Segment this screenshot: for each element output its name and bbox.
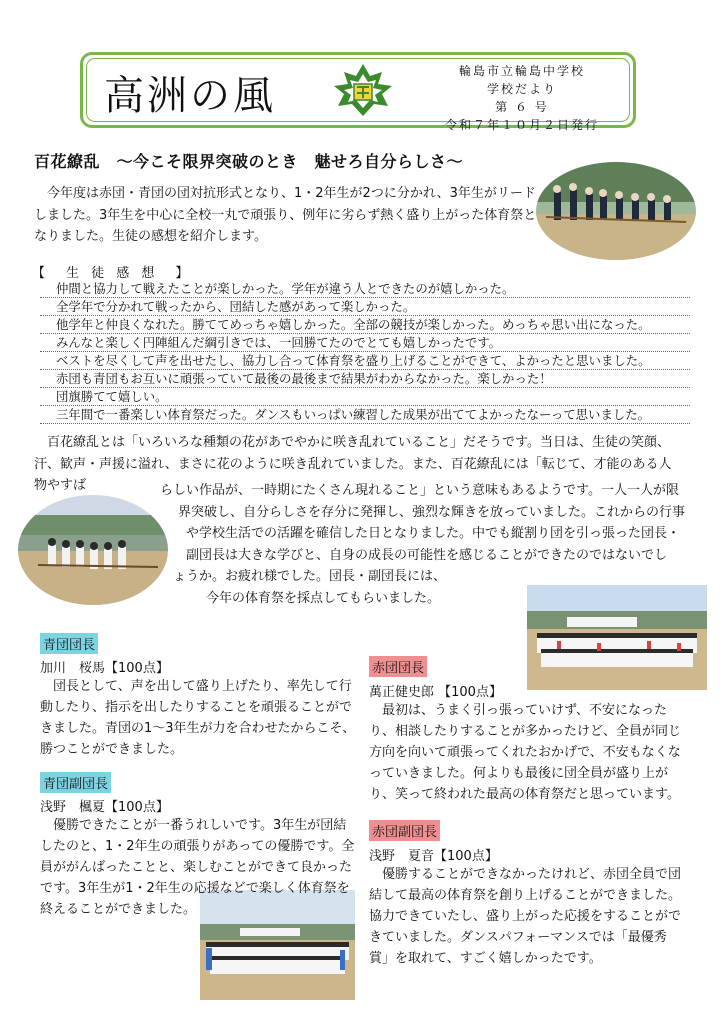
role-tag-red-vice-leader: 赤団副団長 [369, 820, 440, 841]
issue-date: 令和７年１０月２日発行 [444, 118, 599, 132]
leader-comment: 優勝できたことが一番うれしいです。3年生が団結したのと、1・2年生の頑張りがあっての優勝です。全員ががんばったことと、楽しむことができて良かったです。3年生が1・2年生の応援などで楽しく体育祭を終えることができました。 [40, 818, 355, 917]
leader-name: 浅野 楓夏【100点】 [40, 800, 169, 815]
red-team-group-photo [527, 585, 707, 690]
body-line: ょうか。お疲れ様でした。団長・副団長には、 [173, 569, 447, 584]
body-line: らしい作品が、一時期にたくさん現れること」という意味もあるようです。一人一人が限 [160, 483, 679, 498]
role-tag-blue-leader: 青団団長 [40, 633, 98, 654]
school-name: 輪島市立輪島中学校 [458, 64, 585, 78]
impression-item: ベストを尽くして声を出せたし、協力し合って体育祭を盛り上げることができて、よかったと思いました。 [40, 352, 690, 370]
role-tag-blue-vice-leader: 青団副団長 [40, 772, 111, 793]
body-line: 副団長は大きな学びと、自身の成長の可能性を感じることができたのではないでし [186, 547, 668, 563]
impressions-list [40, 280, 690, 424]
impression-item: 仲間と協力して戦えたことが楽しかった。学年が違う人とできたのが嬉しかった。 [40, 280, 690, 298]
impression-item: 三年間で一番楽しい体育祭だった。ダンスもいっぱい練習した成果が出ててよかったなーって思いました。 [40, 406, 690, 424]
body-line: 今年の体育祭を採点してもらいました。 [206, 590, 441, 606]
impression-item: 全学年で分かれて戦ったから、団結した感があって楽しかった。 [40, 298, 690, 316]
issue-number: 第 ６ 号 [495, 100, 549, 114]
tug-of-war-photo [536, 162, 696, 260]
leader-name: 浅野 夏音【100点】 [369, 849, 498, 864]
newsletter-name: 学校だより [486, 82, 557, 96]
newsletter-title: 高洲の風 [104, 73, 276, 119]
body-line: や学校生活での活躍を確信した日となりました。中でも縦割り団を引っ張った団長・ [186, 526, 681, 541]
role-tag-red-leader: 赤団団長 [369, 656, 427, 677]
rope-pull-photo [18, 495, 168, 605]
impression-item: 他学年と仲良くなれた。勝ててめっちゃ嬉しかった。全部の競技が楽しかった。めっちゃ思い出になった。 [40, 316, 690, 334]
impression-item: みんなと楽しく円陣組んだ綱引きでは、一回勝てたのでとても嬉しかったです。 [40, 334, 690, 352]
impression-item: 赤団も青団もお互いに頑張っていて最後の最後まで結果がわからなかった。楽しかった！ [40, 370, 690, 388]
article-headline: 百花繚乱 ～今こそ限界突破のとき 魅せろ自分らしさ～ [34, 152, 464, 171]
body-line: 界突破し、自分らしさを存分に発揮し、強烈な輝きを放っていました。これからの行事 [178, 504, 686, 520]
school-emblem-icon [330, 62, 396, 120]
impression-item: 団旗勝てて嬉しい。 [40, 388, 690, 406]
header-info [422, 62, 622, 134]
intro-paragraph: 今年度は赤団・青団の団対抗形式となり、1・2年生が2つに分かれ、3年生がリードしました。3年生を中心に全校一丸で頑張り、例年に劣らず熱く盛り上がった体育祭となりました。生徒の感想を紹介します。 [34, 186, 537, 244]
body-paragraph-1: 百花繚乱とは「いろいろな種類の花があでやかに咲き乱れていること」だそうです。当日は、生徒の笑顔、汗、歓声・声援に溢れ、まさに花のように咲き乱れていました。また、百花繚乱には「転じて、才能のある人物やすば [34, 435, 672, 493]
impressions-heading: 【 生 徒 感 想 】 [32, 266, 193, 281]
leader-name: 加川 桜馬【100点】 [40, 661, 169, 676]
leader-name: 萬正健史郎 【100点】 [369, 685, 502, 700]
leader-comment: 最初は、うまく引っ張っていけず、不安になったり、相談したりすることが多かったけど、全員が同じ方向を向いて頑張ってくれたおかげで、不安もなくなっていきました。何よりも最後に団全員が盛り上がり、笑って終われた最高の体育祭だと思っています。 [369, 703, 682, 802]
leader-comment: 優勝することができなかったけれど、赤団全員で団結して最高の体育祭を創り上げることができました。協力できていたし、盛り上がった応援をすることができていました。ダンスパフォーマンスでは「最優秀賞」を取れて、すごく嬉しかったです。 [369, 867, 682, 966]
leader-comment: 団長として、声を出して盛り上げたり、率先して行動したり、指示を出したりすることを頑張ることができました。青団の1～3年生が力を合わせたからこそ、勝つことができました。 [40, 679, 356, 757]
